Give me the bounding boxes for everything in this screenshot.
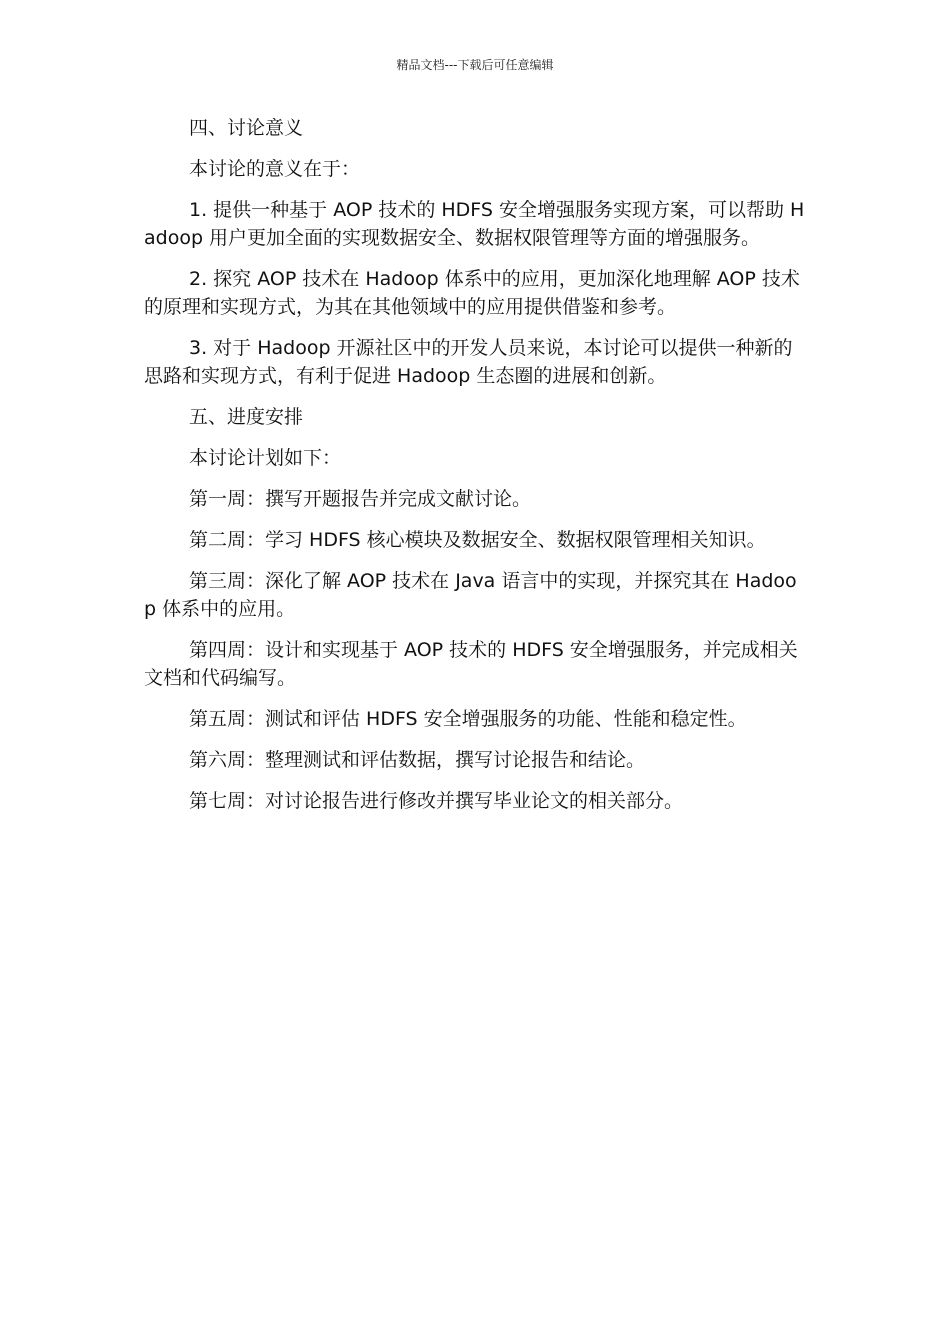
section-heading-schedule: 五、进度安排 (189, 406, 304, 428)
page-header: 精品文档---下载后可任意编辑 (396, 58, 554, 72)
schedule-week: 第七周：对讨论报告进行修改并撰写毕业论文的相关部分。 (189, 790, 684, 812)
schedule-intro: 本讨论计划如下： (189, 447, 342, 469)
schedule-week: 第二周：学习 HDFS 核心模块及数据安全、数据权限管理相关知识。 (189, 529, 766, 551)
schedule-week: 第四周：设计和实现基于 AOP 技术的 HDFS 安全增强服务，并完成相关文档和代码编写。 (144, 639, 798, 689)
discussion-point: 1. 提供一种基于 AOP 技术的 HDFS 安全增强服务实现方案，可以帮助 Hadoop 用户更加全面的实现数据安全、数据权限管理等方面的增强服务。 (144, 199, 805, 249)
section-heading-discussion: 四、讨论意义 (189, 117, 304, 139)
discussion-intro: 本讨论的意义在于： (189, 158, 361, 180)
schedule-week: 第一周：撰写开题报告并完成文献讨论。 (189, 488, 532, 510)
discussion-point: 2. 探究 AOP 技术在 Hadoop 体系中的应用，更加深化地理解 AOP 技术的原理和实现方式，为其在其他领域中的应用提供借鉴和参考。 (144, 268, 800, 318)
schedule-week: 第五周：测试和评估 HDFS 安全增强服务的功能、性能和稳定性。 (189, 708, 747, 730)
document-body (144, 114, 806, 828)
schedule-week: 第三周：深化了解 AOP 技术在 Java 语言中的实现，并探究其在 Hadoop 体系中的应用。 (144, 570, 797, 620)
discussion-point: 3. 对于 Hadoop 开源社区中的开发人员来说，本讨论可以提供一种新的思路和实现方式，有利于促进 Hadoop 生态圈的进展和创新。 (144, 337, 793, 387)
schedule-week: 第六周：整理测试和评估数据，撰写讨论报告和结论。 (189, 749, 646, 771)
